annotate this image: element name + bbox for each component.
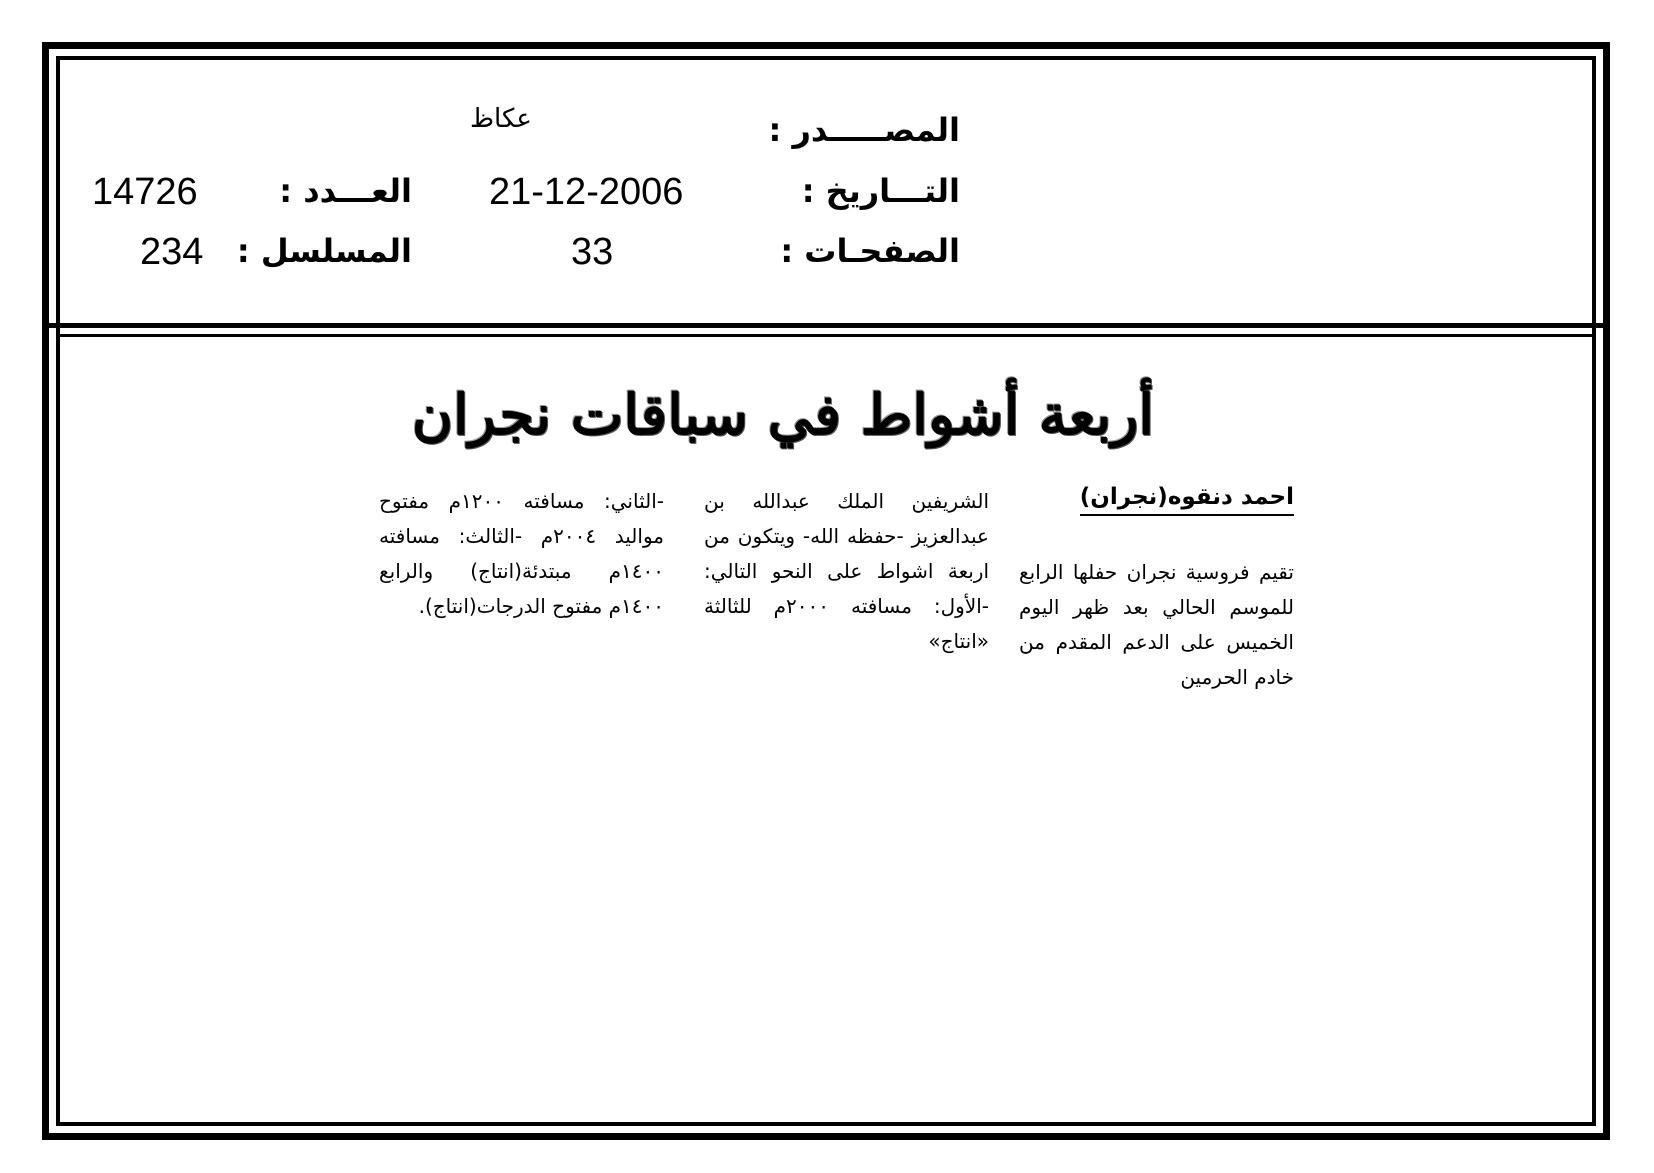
issue-label: العـــدد : [279, 172, 412, 210]
date-value: 21-12-2006 [489, 171, 684, 213]
source-value: عكاظ [470, 104, 532, 134]
article-column-3: -الثاني: مسافته ١٢٠٠م مفتوح مواليد ٢٠٠٤م -الثالث: مسافته ١٤٠٠م مبتدئة(انتاج) والرابع ١٤٠٠م مفتوح الدرجات(انتاج). [379, 489, 664, 618]
source-label: المصـــــدر : [768, 111, 960, 149]
article-byline: احمد دنقوه(نجران) [1080, 484, 1294, 516]
header-divider-inner [56, 334, 1596, 337]
issue-value: 14726 [92, 171, 198, 213]
header-divider [42, 323, 1610, 328]
article-headline: أربعة أشواط في سباقات نجران [411, 382, 1154, 448]
pages-label: الصفحـات : [780, 232, 960, 270]
article-column-2: الشريفين الملك عبدالله بن عبدالعزيز -حفظه الله- ويتكون من اربعة اشواط على النحو التالي: -الأول: مسافته ٢٠٠٠م للثالثة «انتاج» [704, 489, 990, 653]
article-column-1: تقيم فروسية نجران حفلها الرابع للموسم الحالي بعد ظهر اليوم الخميس على الدعم المقدم من خادم الحرمين [1019, 560, 1294, 689]
serial-value: 234 [140, 231, 204, 273]
date-label: التـــاريخ : [801, 172, 960, 210]
serial-label: المسلسل : [236, 232, 412, 270]
pages-value: 33 [571, 231, 614, 273]
